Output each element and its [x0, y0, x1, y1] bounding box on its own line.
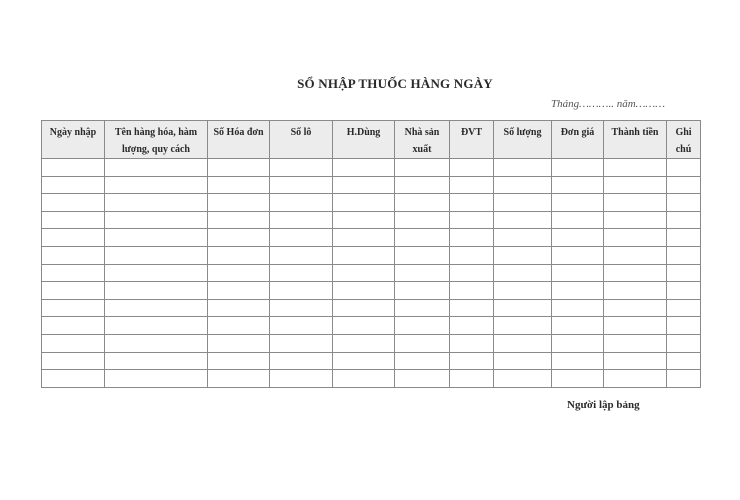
table-cell	[494, 370, 552, 388]
table-cell	[42, 246, 105, 264]
table-row	[42, 317, 701, 335]
table-cell	[494, 176, 552, 194]
table-cell	[552, 194, 604, 212]
table-cell	[333, 317, 395, 335]
table-cell	[105, 282, 208, 300]
table-row	[42, 246, 701, 264]
table-cell	[667, 370, 701, 388]
table-cell	[450, 299, 494, 317]
table-row	[42, 194, 701, 212]
table-cell	[494, 246, 552, 264]
column-header-amount: Thành tiền	[604, 121, 667, 159]
table-cell	[333, 194, 395, 212]
table-cell	[208, 282, 270, 300]
table-cell	[494, 317, 552, 335]
table-cell	[552, 211, 604, 229]
table-cell	[667, 299, 701, 317]
table-cell	[667, 176, 701, 194]
column-header-expiry: H.Dùng	[333, 121, 395, 159]
table-cell	[552, 370, 604, 388]
table-cell	[395, 299, 450, 317]
table-cell	[395, 334, 450, 352]
table-cell	[333, 211, 395, 229]
table-cell	[333, 370, 395, 388]
table-cell	[494, 194, 552, 212]
table-cell	[208, 334, 270, 352]
table-cell	[270, 352, 333, 370]
table-cell	[333, 352, 395, 370]
table-cell	[450, 282, 494, 300]
table-cell	[395, 370, 450, 388]
table-cell	[105, 299, 208, 317]
table-cell	[552, 352, 604, 370]
table-cell	[552, 246, 604, 264]
table-cell	[450, 370, 494, 388]
table-cell	[450, 176, 494, 194]
table-cell	[494, 299, 552, 317]
table-cell	[395, 194, 450, 212]
table-row	[42, 370, 701, 388]
table-cell	[552, 229, 604, 247]
table-cell	[604, 229, 667, 247]
table-cell	[604, 317, 667, 335]
table-cell	[270, 194, 333, 212]
table-cell	[208, 370, 270, 388]
table-cell	[105, 176, 208, 194]
table-cell	[270, 264, 333, 282]
table-cell	[552, 299, 604, 317]
table-cell	[667, 264, 701, 282]
table-cell	[42, 352, 105, 370]
table-cell	[105, 352, 208, 370]
table-cell	[42, 159, 105, 177]
table-cell	[395, 282, 450, 300]
table-cell	[105, 211, 208, 229]
table-cell	[552, 282, 604, 300]
table-cell	[208, 176, 270, 194]
table-row	[42, 352, 701, 370]
table-cell	[494, 211, 552, 229]
document-title: SỔ NHẬP THUỐC HÀNG NGÀY	[297, 76, 493, 91]
table-row	[42, 229, 701, 247]
table-cell	[42, 282, 105, 300]
table-row	[42, 264, 701, 282]
table-cell	[494, 282, 552, 300]
table-cell	[552, 176, 604, 194]
table-cell	[105, 246, 208, 264]
column-header-manufacturer: Nhà sản xuất	[395, 121, 450, 159]
table-cell	[42, 264, 105, 282]
table-cell	[450, 246, 494, 264]
table-cell	[208, 211, 270, 229]
medicine-intake-table	[41, 120, 701, 388]
table-row	[42, 159, 701, 177]
table-cell	[395, 317, 450, 335]
table-cell	[208, 299, 270, 317]
table-cell	[450, 229, 494, 247]
column-header-invoice-number: Số Hóa đơn	[208, 121, 270, 159]
table-row	[42, 211, 701, 229]
table-cell	[333, 282, 395, 300]
table-row	[42, 282, 701, 300]
table-cell	[494, 334, 552, 352]
signer-label: Người lập bảng	[567, 399, 640, 411]
table-cell	[604, 264, 667, 282]
table-cell	[450, 264, 494, 282]
table-cell	[105, 334, 208, 352]
table-cell	[667, 159, 701, 177]
table-cell	[208, 159, 270, 177]
table-cell	[552, 317, 604, 335]
table-cell	[552, 159, 604, 177]
table-cell	[450, 159, 494, 177]
table-cell	[667, 352, 701, 370]
table-cell	[604, 246, 667, 264]
table-cell	[42, 229, 105, 247]
table-cell	[552, 264, 604, 282]
table-cell	[667, 229, 701, 247]
table-cell	[494, 352, 552, 370]
table-cell	[42, 317, 105, 335]
table-cell	[604, 159, 667, 177]
table-cell	[105, 159, 208, 177]
table-cell	[208, 194, 270, 212]
table-cell	[270, 229, 333, 247]
table-row	[42, 176, 701, 194]
table-cell	[604, 282, 667, 300]
table-row	[42, 299, 701, 317]
table-cell	[450, 317, 494, 335]
table-cell	[42, 299, 105, 317]
column-header-lot-number: Số lô	[270, 121, 333, 159]
table-cell	[494, 159, 552, 177]
table-cell	[270, 334, 333, 352]
table-cell	[395, 159, 450, 177]
table-cell	[270, 282, 333, 300]
table-cell	[450, 334, 494, 352]
table-cell	[667, 246, 701, 264]
column-header-unit-price: Đơn giá	[552, 121, 604, 159]
table-cell	[105, 317, 208, 335]
table-cell	[333, 264, 395, 282]
table-cell	[333, 299, 395, 317]
table-cell	[270, 176, 333, 194]
table-cell	[208, 352, 270, 370]
table-cell	[395, 264, 450, 282]
table-cell	[270, 370, 333, 388]
table-cell	[604, 352, 667, 370]
table-cell	[105, 194, 208, 212]
table-cell	[42, 176, 105, 194]
table-cell	[494, 264, 552, 282]
table-cell	[105, 264, 208, 282]
table-cell	[395, 246, 450, 264]
table-cell	[667, 194, 701, 212]
date-line: Tháng……….. năm………	[551, 98, 665, 110]
table-cell	[333, 229, 395, 247]
table-cell	[450, 211, 494, 229]
table-cell	[450, 194, 494, 212]
column-header-note: Ghi chú	[667, 121, 701, 159]
column-header-product-name: Tên hàng hóa, hàm lượng, quy cách	[105, 121, 208, 159]
table-cell	[270, 159, 333, 177]
table-cell	[270, 211, 333, 229]
table-cell	[450, 352, 494, 370]
table-cell	[667, 317, 701, 335]
table-cell	[105, 370, 208, 388]
column-header-unit: ĐVT	[450, 121, 494, 159]
table-cell	[105, 229, 208, 247]
table-cell	[604, 370, 667, 388]
table-cell	[667, 282, 701, 300]
table-row	[42, 334, 701, 352]
table-cell	[604, 299, 667, 317]
table-cell	[604, 194, 667, 212]
table-cell	[208, 264, 270, 282]
column-header-quantity: Số lượng	[494, 121, 552, 159]
table-cell	[270, 317, 333, 335]
table-cell	[333, 246, 395, 264]
table-cell	[42, 194, 105, 212]
table-cell	[333, 159, 395, 177]
table-cell	[42, 211, 105, 229]
column-header-import-date: Ngày nhập	[42, 121, 105, 159]
table-cell	[604, 334, 667, 352]
table-body	[42, 159, 701, 388]
table-cell	[208, 246, 270, 264]
table-cell	[667, 334, 701, 352]
table-cell	[333, 176, 395, 194]
table-cell	[604, 211, 667, 229]
header-row	[42, 121, 701, 159]
table-cell	[208, 229, 270, 247]
table-cell	[395, 176, 450, 194]
table-cell	[42, 370, 105, 388]
table-cell	[395, 229, 450, 247]
table-cell	[552, 334, 604, 352]
table-cell	[333, 334, 395, 352]
table-cell	[494, 229, 552, 247]
table-cell	[270, 299, 333, 317]
table-cell	[604, 176, 667, 194]
table-cell	[667, 211, 701, 229]
table-cell	[395, 211, 450, 229]
table-cell	[42, 334, 105, 352]
table-cell	[270, 246, 333, 264]
table-cell	[208, 317, 270, 335]
table-cell	[395, 352, 450, 370]
